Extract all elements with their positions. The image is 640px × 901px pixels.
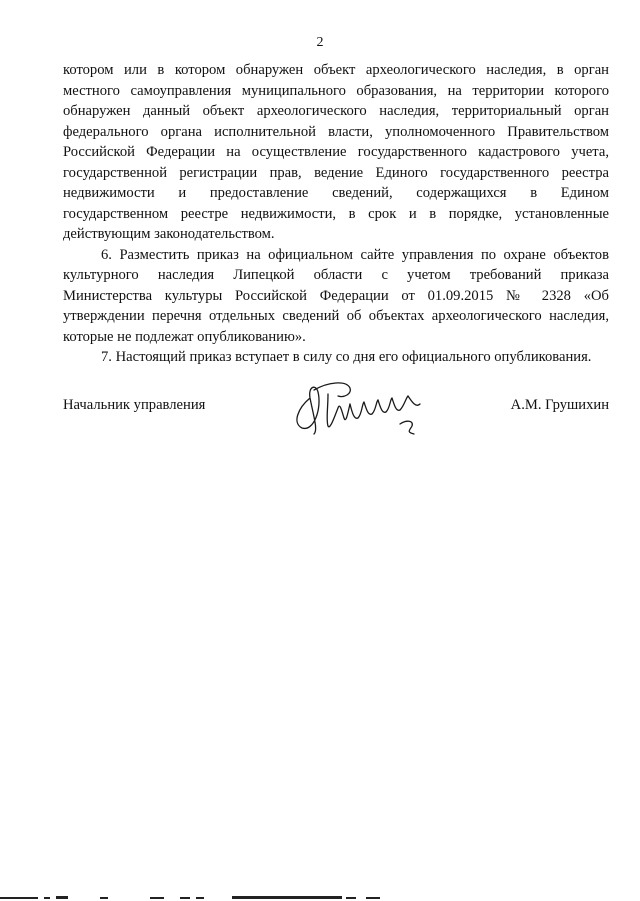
text-line: недвижимости и предоставление сведений, содержащихся в Едином [63,185,609,201]
text-line: 7. Настоящий приказ вступает в силу со дня его официального опубликования. [101,349,592,365]
text-line: котором или в котором обнаружен объект археологического наследия, в орган [63,62,609,78]
text-line: 6. Разместить приказ на официальном сайте управления по охране объектов [101,246,609,263]
signatory-name: А.М. Грушихин [510,397,609,413]
paragraph-6 [63,245,609,348]
text-line: федерального органа исполнительной власти, уполномоченного Правительством [63,123,609,140]
page-number: 2 [316,35,324,50]
handwritten-signature [288,368,448,448]
text-line: действующим законодательством. [63,226,275,242]
signatory-title: Начальник управления [63,397,206,413]
text-line: Министерства культуры Российской Федерации от 01.09.2015 № 2328 «Об [63,287,609,304]
scan-artifact-strip [0,895,640,901]
text-line: государственном реестре недвижимости, в срок и в порядке, установленные [63,205,609,222]
text-line: культурного наследия Липецкой области с учетом требований приказа [63,267,609,283]
text-line: которые не подлежат опубликованию». [63,328,306,345]
text-line: утверждении перечня отдельных сведений об объектах археологического наследия, [63,308,609,324]
text-line: обнаружен данный объект археологического наследия, территориальный орган [63,103,609,119]
text-line: Российской Федерации на осуществление государственного кадастрового учета, [63,144,609,160]
text-line: государственной регистрации прав, ведение Единого государственного реестра [63,164,609,181]
paragraph-5-continuation [63,60,609,245]
document-body [63,60,609,368]
paragraph-7 [63,347,609,368]
text-line: местного самоуправления муниципального образования, на территории которого [63,82,609,99]
